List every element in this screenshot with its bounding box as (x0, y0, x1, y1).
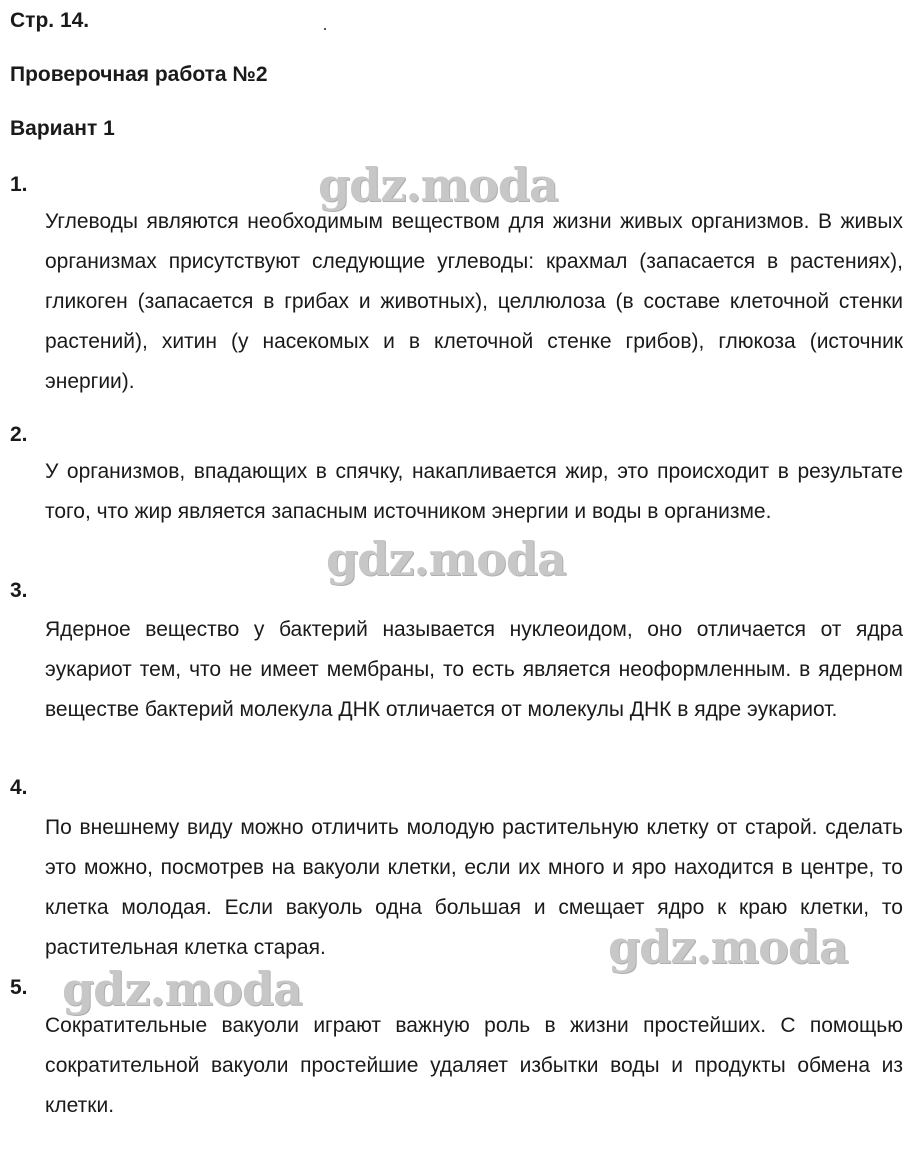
task-number-3: 3. (10, 579, 28, 602)
watermark: gdz.moda (326, 532, 566, 586)
task-number-2: 2. (10, 423, 28, 446)
watermark: gdz.moda (608, 920, 848, 974)
task-answer-3: Ядерное вещество у бактерий называется нуклеоидом, оно отличается от ядра эукариот тем, что не имеет мембраны, то есть является неоформленным. в ядерном веществе бактерий молекула ДНК отличается от молекулы ДНК в ядре эукариот. (45, 618, 903, 721)
task-answer-1: Углеводы являются необходимым веществом для жизни живых организмов. В живых организмах присутствуют следующие углеводы: крахмал (запасается в растениях), гликоген (запасается в грибах и животных), целлюлоза (в составе клеточной стенки растений), хитин (у насекомых и в клеточной стенке грибов), глюкоза (источник энергии). (45, 210, 903, 393)
watermark: gdz.moda (318, 158, 558, 212)
task-number-1: 1. (10, 173, 28, 196)
task-number-4: 4. (10, 776, 28, 799)
speck (324, 28, 326, 30)
task-number-5: 5. (10, 976, 28, 999)
task-answer-5: Сократительные вакуоли играют важную роль в жизни простейших. С помощью сократительной вакуоли простейшие удаляет избытки воды и продукты обмена из клетки. (45, 1014, 903, 1117)
work-title: Проверочная работа №2 (10, 63, 268, 86)
task-answer-2: У организмов, впадающих в спячку, накапливается жир, это происходит в результате того, что жир является запасным источником энергии и воды в организме. (45, 460, 903, 523)
variant-heading: Вариант 1 (10, 117, 115, 140)
watermark: gdz.moda (62, 962, 302, 1016)
task-answer-4: По внешнему виду можно отличить молодую растительную клетку от старой. сделать это можно, посмотрев на вакуоли клетки, если их много и яро находится в центре, то клетка молодая. Если вакуоль одна большая и смещает ядро к краю клетки, то растительная клетка старая. (45, 816, 903, 959)
page-reference: Стр. 14. (10, 9, 90, 32)
